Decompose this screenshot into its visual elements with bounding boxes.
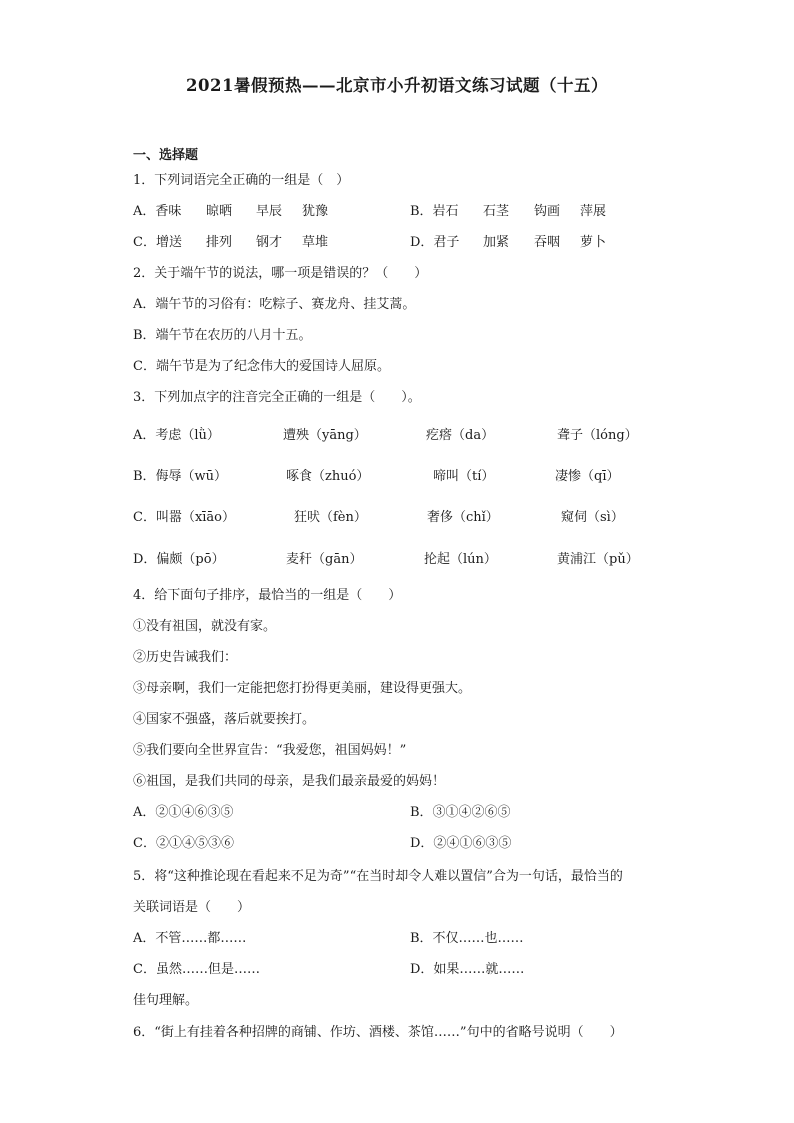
question-5-option-a: A．不管……都…… bbox=[133, 931, 247, 946]
question-4-option-a: A．②①④⑥③⑤ bbox=[133, 805, 234, 820]
question-4-sentence-3: ③母亲啊，我们一定能把您打扮得更美丽，建设得更强大。 bbox=[133, 681, 472, 696]
question-1-option-b: B．岩石 石茎 钩画 萍展 bbox=[410, 204, 607, 219]
question-2-option-b: B．端午节在农历的八月十五。 bbox=[133, 328, 312, 343]
question-4-option-d: D．②④①⑥③⑤ bbox=[410, 836, 512, 851]
question-5-option-b: B．不仅……也…… bbox=[410, 931, 524, 946]
question-5-stem: 5．将“这种推论现在看起来不足为奇”“在当时却令人难以置信”合为一句话，最恰当的 bbox=[133, 869, 623, 884]
question-4-stem: 4．给下面句子排序，最恰当的一组是（ ） bbox=[133, 588, 402, 603]
question-2-option-a: A．端午节的习俗有：吃粽子、赛龙舟、挂艾蒿。 bbox=[133, 297, 416, 312]
question-3-option-c: C．叫嚣（xīāo） 狂吠（fèn） 奢侈（chǐ） 窥伺（sì） bbox=[133, 510, 624, 525]
question-4-option-b: B．③①④②⑥⑤ bbox=[410, 805, 511, 820]
question-4-sentence-2: ②历史告诫我们： bbox=[133, 650, 238, 665]
question-4-sentence-1: ①没有祖国，就没有家。 bbox=[133, 619, 277, 634]
question-2-stem: 2．关于端午节的说法，哪一项是错误的？（ ） bbox=[133, 266, 428, 281]
question-3-option-d: D．偏颇（pō） 麦秆（gān） 抡起（lún） 黄浦江（pǔ） bbox=[133, 552, 639, 567]
question-4-sentence-4: ④国家不强盛，落后就要挨打。 bbox=[133, 712, 316, 727]
question-2-option-c: C．端午节是为了纪念伟大的爱国诗人屈原。 bbox=[133, 359, 390, 374]
question-5-option-c: C．虽然……但是…… bbox=[133, 962, 260, 977]
question-1-option-c: C．增送 排列 钢才 草堆 bbox=[133, 235, 329, 250]
question-5-tail-note: 佳句理解。 bbox=[133, 993, 199, 1008]
question-4-sentence-6: ⑥祖国，是我们共同的母亲，是我们最亲最爱的妈妈！ bbox=[133, 774, 446, 789]
section-heading: 一、选择题 bbox=[133, 148, 199, 163]
page-title: 2021暑假预热——北京市小升初语文练习试题（十五） bbox=[186, 76, 608, 95]
question-5-stem-continued: 关联词语是（ ） bbox=[133, 900, 251, 915]
question-4-option-c: C．②①④⑤③⑥ bbox=[133, 836, 234, 851]
question-1-option-d: D．君子 加紧 吞咽 萝卜 bbox=[410, 235, 607, 250]
question-6-stem: 6．“街上有挂着各种招牌的商铺、作坊、酒楼、茶馆……”句中的省略号说明（ ） bbox=[133, 1025, 623, 1040]
question-4-sentence-5: ⑤我们要向全世界宣告：“我爱您，祖国妈妈！” bbox=[133, 743, 407, 758]
question-1-stem: 1．下列词语完全正确的一组是（ ） bbox=[133, 173, 350, 188]
question-5-option-d: D．如果……就…… bbox=[410, 962, 525, 977]
question-3-option-b: B．侮辱（wū） 啄食（zhuó） 啼叫（tí） 凄惨（qī） bbox=[133, 469, 620, 484]
question-3-stem: 3．下列加点字的注音完全正确的一组是（ ）。 bbox=[133, 390, 421, 405]
question-3-option-a: A．考虑（lǜ） 遭殃（yāng） 疙瘩（da） 聋子（lóng） bbox=[133, 428, 638, 443]
question-1-option-a: A．香味 晾晒 早辰 犹豫 bbox=[133, 204, 329, 219]
